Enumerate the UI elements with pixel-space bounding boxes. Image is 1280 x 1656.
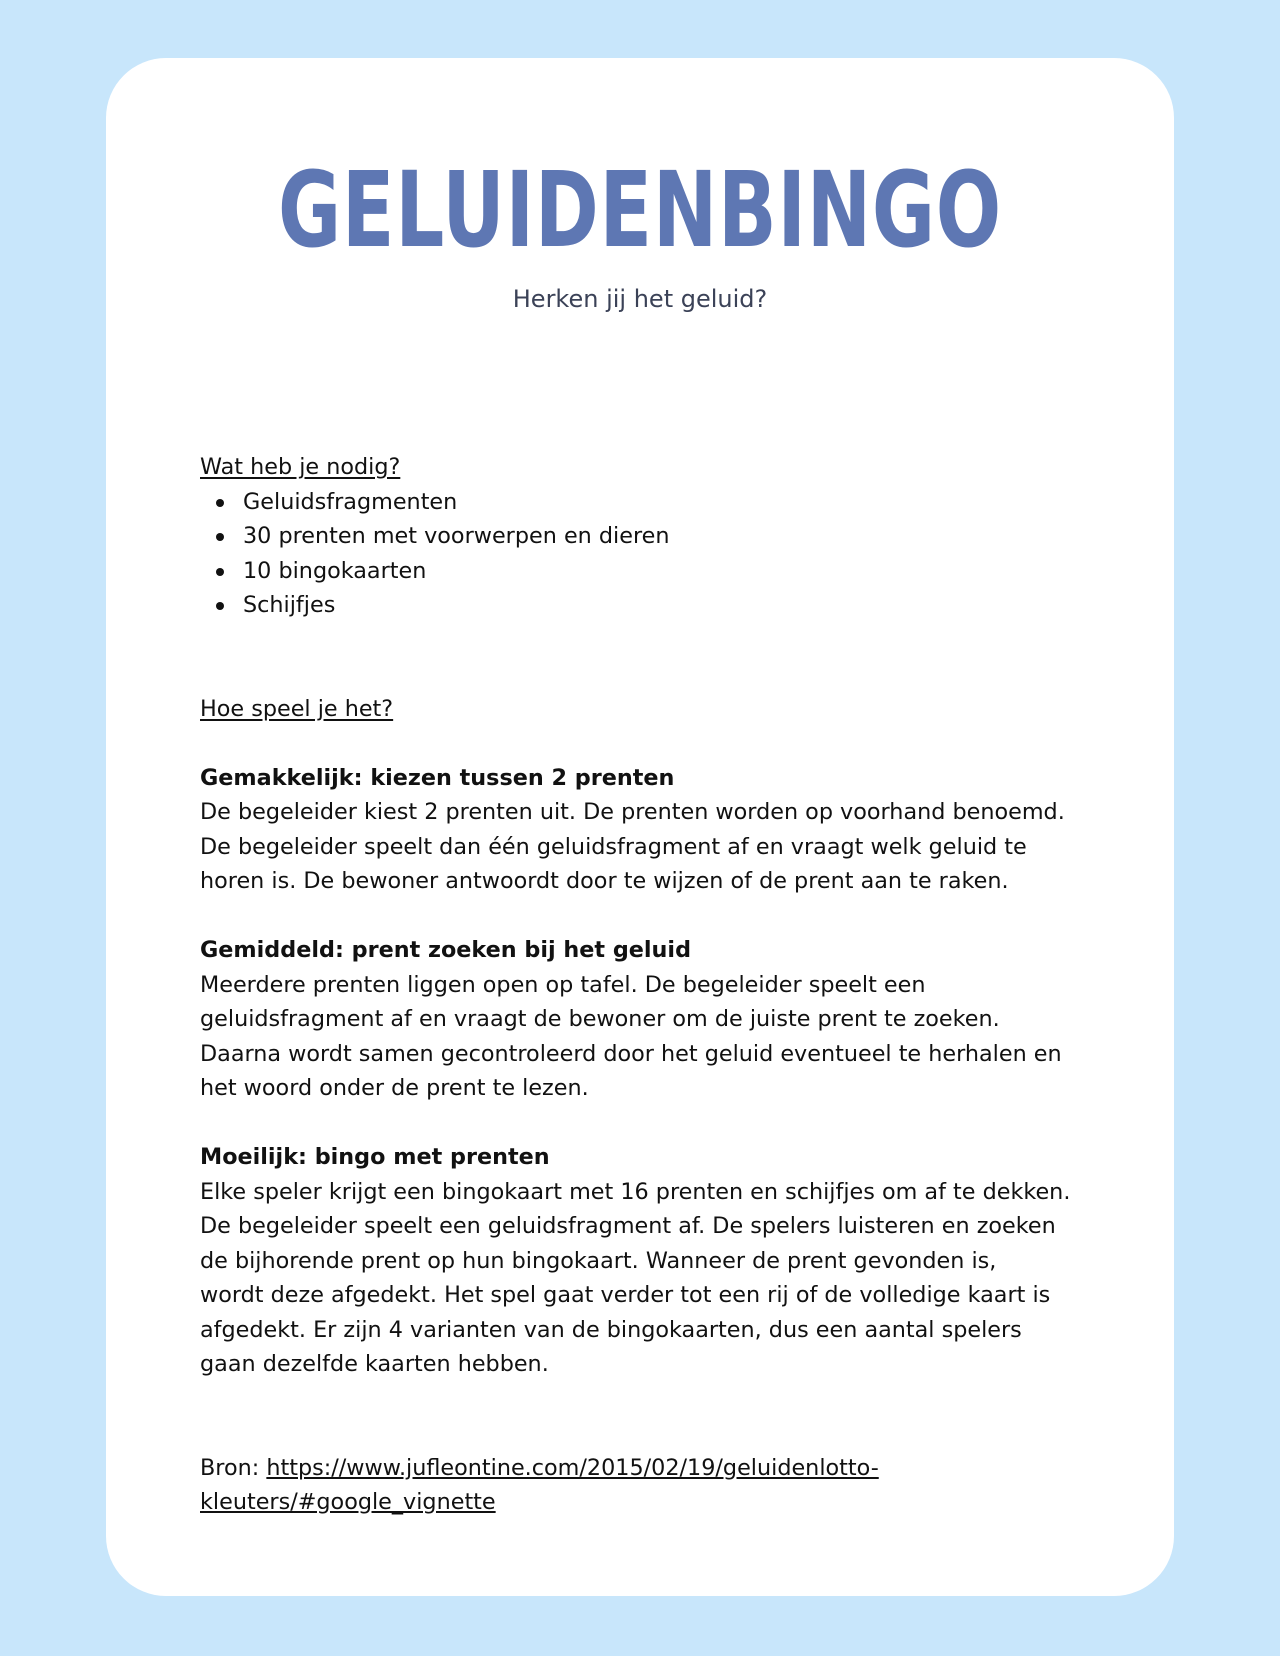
level-text-line: gaan dezelfde kaarten hebben. bbox=[200, 1351, 549, 1377]
page-subtitle: Herken jij het geluid? bbox=[512, 285, 768, 313]
level-easy bbox=[200, 761, 1120, 899]
howto-heading: Hoe speel je het? bbox=[200, 695, 394, 722]
source-citation bbox=[200, 1451, 1120, 1520]
level-title: Gemakkelijk: kiezen tussen 2 prenten bbox=[200, 764, 675, 791]
level-text-line: geluidsfragment af en vraagt de bewoner om de juiste prent te zoeken. bbox=[200, 1006, 1000, 1032]
source-link-continued[interactable]: kleuters/#google_vignette bbox=[200, 1489, 496, 1515]
source-label: Bron: bbox=[200, 1454, 267, 1481]
level-text-line: De begeleider speelt dan één geluidsfragment af en vraagt welk geluid te bbox=[200, 833, 1027, 860]
level-text-line: Elke speler krijgt een bingokaart met 16 prenten en schijfjes om af te dekken. bbox=[200, 1178, 1071, 1205]
level-title: Gemiddeld: prent zoeken bij het geluid bbox=[200, 937, 692, 963]
level-text-line: De begeleider speelt een geluidsfragment af. De spelers luisteren en zoeken bbox=[200, 1213, 1056, 1239]
level-text-line: afgedekt. Er zijn 4 varianten van de bingokaarten, dus een aantal spelers bbox=[200, 1316, 1022, 1343]
page-title: GELUIDENBINGO bbox=[278, 149, 1002, 271]
source-link[interactable]: https://www.jufleontine.com/2015/02/19/geluidenlotto- bbox=[266, 1454, 879, 1481]
level-medium bbox=[200, 933, 1120, 1106]
list-item: 10 bingokaarten bbox=[200, 554, 1120, 589]
document-body bbox=[200, 450, 1120, 1520]
level-text-line: Daarna wordt samen gecontroleerd door het geluid eventueel te herhalen en bbox=[200, 1040, 1062, 1067]
level-hard bbox=[200, 1140, 1120, 1382]
needs-list bbox=[200, 485, 1120, 623]
list-item: 30 prenten met voorwerpen en dieren bbox=[200, 519, 1120, 554]
level-text-line: wordt deze afgedekt. Het spel gaat verder tot een rij of de volledige kaart is bbox=[200, 1282, 1051, 1308]
list-item: Schijfjes bbox=[200, 588, 1120, 623]
level-text-line: De begeleider kiest 2 prenten uit. De prenten worden op voorhand benoemd. bbox=[200, 799, 1065, 825]
list-item: Geluidsfragmenten bbox=[200, 485, 1120, 520]
level-title: Moeilijk: bingo met prenten bbox=[200, 1144, 550, 1170]
level-text-line: Meerdere prenten liggen open op tafel. De begeleider speelt een bbox=[200, 971, 926, 998]
level-text-line: horen is. De bewoner antwoordt door te wijzen of de prent aan te raken. bbox=[200, 868, 1009, 894]
level-text-line: de bijhorende prent op hun bingokaart. Wanneer de prent gevonden is, bbox=[200, 1247, 997, 1274]
level-text-line: het woord onder de prent te lezen. bbox=[200, 1075, 589, 1101]
needs-heading: Wat heb je nodig? bbox=[200, 454, 401, 480]
